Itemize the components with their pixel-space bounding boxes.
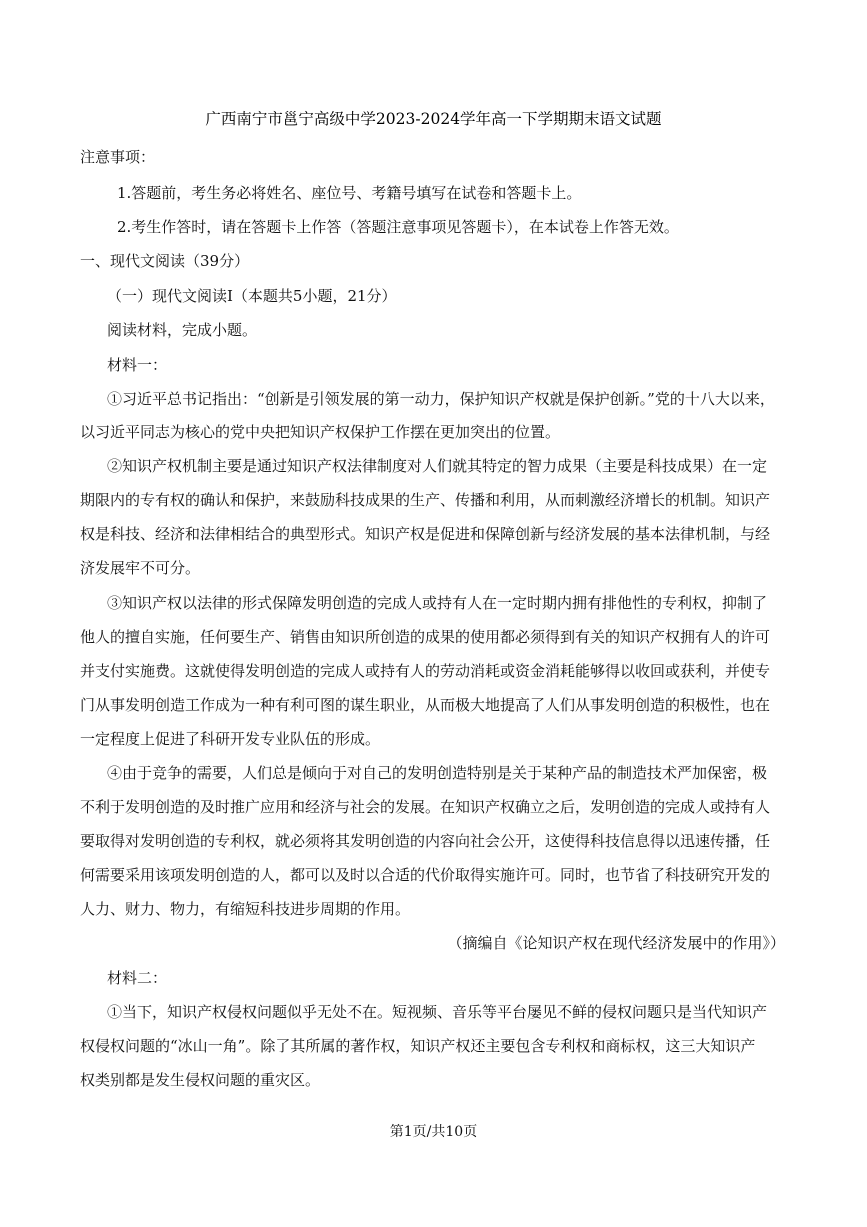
material-1-p3-line: 一定程度上促进了科研开发专业队伍的形成。 (80, 730, 381, 748)
material-1-p4-line: 要取得对发明创造的专利权，就必须将其发明创造的内容向社会公开，这使得科技信息得以迅速传播，任 (80, 832, 771, 850)
material-2-p1-line: 权类别都是发生侵权问题的重灾区。 (80, 1071, 321, 1089)
material-1-p2-line: 济发展牢不可分。 (80, 559, 201, 577)
notice-item-1: 1.答题前，考生务必将姓名、座位号、考籍号填写在试卷和答题卡上。 (117, 184, 582, 202)
material-1-p3-line: 门从事发明创造工作成为一种有利可图的谋生职业，从而极大地提高了人们从事发明创造的积极性，也在 (80, 696, 771, 714)
notice-item-2: 2.考生作答时，请在答题卡上作答（答题注意事项见答题卡），在本试卷上作答无效。 (117, 218, 679, 236)
material-1-p2-line: ②知识产权机制主要是通过知识产权法律制度对人们就其特定的智力成果（主要是科技成果）在一定 (107, 457, 768, 475)
material-1-p4-line: 不利于发明创造的及时推广应用和经济与社会的发展。在知识产权确立之后，发明创造的完成人或持有人 (80, 798, 771, 816)
material-1-label: 材料一： (107, 356, 168, 374)
reading-instruction: 阅读材料，完成小题。 (107, 321, 258, 339)
material-1-p4-line: 何需要采用该项发明创造的人，都可以及时以合适的代价取得实施许可。同时，也节省了科技研究开发的 (80, 866, 771, 884)
material-1-p3-line: 他人的擅自实施，任何要生产、销售由知识所创造的成果的使用都必须得到有关的知识产权拥有人的许可 (80, 628, 771, 646)
material-1-p1-line: 以习近平同志为核心的党中央把知识产权保护工作摆在更加突出的位置。 (80, 423, 561, 441)
notice-heading: 注意事项： (80, 148, 156, 166)
material-2-p1-line: ①当下，知识产权侵权问题似乎无处不在。短视频、音乐等平台屡见不鲜的侵权问题只是当代知识产 (107, 1003, 768, 1021)
material-1-source: （摘编自《论知识产权在现代经济发展中的作用》） (447, 934, 785, 952)
material-1-p2-line: 期限内的专有权的确认和保护，来鼓励科技成果的生产、传播和利用，从而刺激经济增长的机制。知识产 (80, 491, 771, 509)
material-2-p1-line: 权侵权问题的“冰山一角”。除了其所属的著作权，知识产权还主要包含专利权和商标权，这三大知识产 (80, 1037, 756, 1055)
material-2-label: 材料二： (107, 969, 168, 987)
page-number: 第1页/共10页 (389, 1124, 478, 1140)
material-1-p4-line: ④由于竞争的需要，人们总是倾向于对自己的发明创造特别是关于某种产品的制造技术严加保密，极 (107, 764, 768, 782)
section-heading: 一、现代文阅读（39分） (80, 252, 250, 270)
exam-title: 广西南宁市邕宁高级中学2023-2024学年高一下学期期末语文试题 (205, 110, 662, 128)
material-1-p1-line: ①习近平总书记指出：“创新是引领发展的第一动力，保护知识产权就是保护创新。”党的十八大以来， (107, 390, 775, 408)
material-1-p3-line: ③知识产权以法律的形式保障发明创造的完成人或持有人在一定时期内拥有排他性的专利权，抑制了 (107, 594, 768, 612)
subsection-heading: （一）现代文阅读Ⅰ（本题共5小题，21分） (107, 287, 397, 305)
material-1-p3-line: 并支付实施费。这就使得发明创造的完成人或持有人的劳动消耗或资金消耗能够得以收回或获利，并使专 (80, 662, 771, 680)
material-1-p4-line: 人力、财力、物力，有缩短科技进步周期的作用。 (80, 900, 411, 918)
material-1-p2-line: 权是科技、经济和法律相结合的典型形式。知识产权是促进和保障创新与经济发展的基本法律机制，与经 (80, 525, 771, 543)
